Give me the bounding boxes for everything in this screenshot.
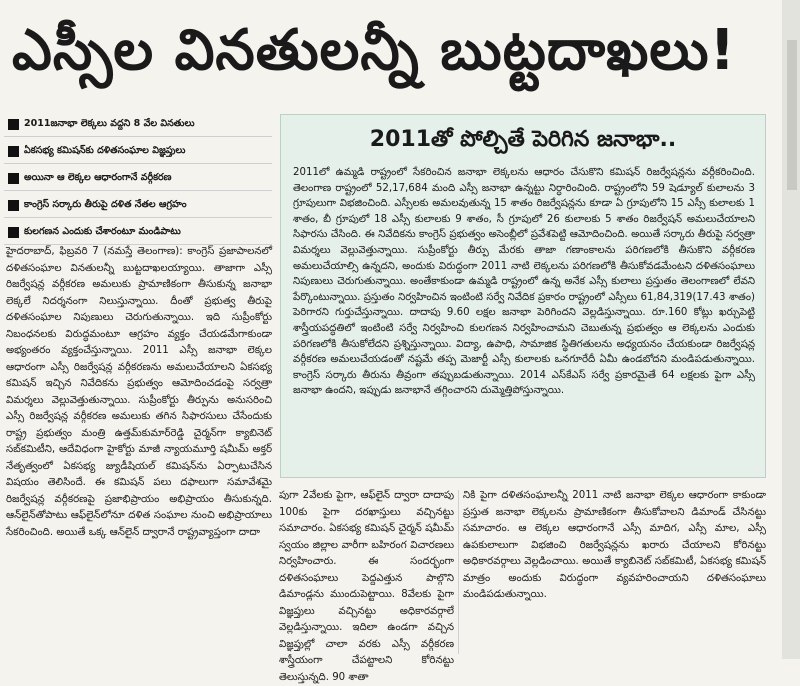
square-bullet-icon [8, 200, 19, 211]
square-bullet-icon [8, 146, 19, 157]
bullet-text: ఏకసభ్య కమిషన్‌కు దళితసంఘాల విజ్ఞప్తులు [24, 144, 186, 156]
bullet-item [4, 112, 272, 137]
column-divider [458, 490, 459, 654]
bullet-text: కాంగ్రెస్ సర్కారు తీరుపై దళిత నేతల ఆగ్రహం [24, 198, 187, 210]
article-column-right [463, 488, 766, 656]
bullet-text: అయినా ఆ లెక్కల ఆధారంగానే వర్గీకరణ [24, 171, 172, 183]
square-bullet-icon [8, 173, 19, 184]
bullet-text: 2011జనాభా లెక్కలు వద్దని 8 వేల వినతులు [24, 117, 195, 129]
bullet-text: కులగణన ఎందుకు చేశారంటూ మండిపాటు [24, 225, 181, 237]
page-edge [782, 0, 800, 659]
article-text: హైదరాబాద్, ఫిబ్రవరి 7 (నమస్తే తెలంగాణ): కాంగ్రెస్ ప్రజాపాలనలో దళితసంఘాల వినతులన్నీ బుట్టదాఖలయ్యాయి. తాజాగా ఎస్సీ రిజర్వేషన్ల వర్గీకరణ అమలుకు ప్రామాణికంగా తీసుకున్న జనాభా లెక్కలే నిదర్శనంగా నిలుస్తున్నాయి. దీంతో ప్రభుత్వ తీరుపై దళితసంఘాల నిపుణులు చెరుగుతున్నాయి. ఇది సుప్రీంకోర్టు నిబంధనలకు విరుద్ధమంటూ ఆగ్రహం వ్యక్తం చేయడమేగాకుండా అభ్యంతరం వ్యక్తంచేస్తున్నాయి. 2011 ఎస్సీ జనాభా లెక్కల ఆధారంగా ఎస్సీ రిజర్వేషన్ల వర్గీకరణను అమలుచేయాలని ఏకసభ్య కమిషన్ ఇచ్చిన నివేదికను ప్రభుత్వం ఆమోదించడంపై సర్వత్రా విమర్శలు వెల్లువెత్తుతున్నాయి. సుప్రీంకోర్టు తీర్పును అనుసరించి ఎస్సీ రిజర్వేషన్ల వర్గీకరణ అమలుకు తగిన సిఫారసులు చేసేందుకు రాష్ట్ర ప్రభుత్వం మంత్రి ఉత్తమ్‌కుమార్‌రెడ్డి చైర్మన్‌గా క్యాబినెట్ సబ్‌కమిటీని, ఆదేవిధంగా హైకోర్టు మాజీ న్యాయమూర్తి షమీమ్ అక్తర్ నేతృత్వంలో ఏకసభ్య జ్యుడీషియల్ కమిషన్‌ను ఏర్పాటుచేసిన విషయం తెలిసిందే. ఈ కమిషన్ పలు దఫాలుగా సమావేశమై రిజర్వేషన్ల వర్గీకరణపై ప్రజాభిప్రాయం అభిప్రాయం తీసుకున్నది. ఆన్‌లైన్‌తోపాటు ఆఫ్‌లైన్‌లోనూ దళిత సంఘాల నుంచి అభిప్రాయాలు సేకరించింది. అయితే ఒక్క ఆన్‌లైన్ ద్వారానే రాష్ట్రవ్యాప్తంగా దాదా [6, 246, 272, 538]
headline: ఎస్సీల వినతులన్నీ బుట్టదాఖలు! [12, 18, 737, 83]
square-bullet-icon [8, 227, 19, 238]
bullet-item [4, 166, 272, 191]
highlight-box [280, 114, 766, 478]
edge-strip [787, 40, 797, 190]
highlight-box-body: 2011లో ఉమ్మడి రాష్ట్రంలో సేకరించిన జనాభా లెక్కలను ఆధారం చేసుకొని కమిషన్ రిజర్వేషన్లను వర్గీకరించింది. తెలంగాణ రాష్ట్రంలో 52,17,684 మంది ఎస్సీ జనాభా ఉన్నట్టు నిర్ధారించింది. రాష్ట్రంలోని 59 షెడ్యూల్ కులాలను 3 గ్రూపులుగా విభజించింది. ఎస్సీలకు అమలవుతున్న 15 శాతం రిజర్వేషన్లను కూడా ఏ గ్రూపులోని 15 ఎస్సీ కులాలకు 1 శాతం, బీ గ్రూపులో 18 ఎస్సీ కులాలకు 9 శాతం, సీ గ్రూపులో 26 కులాలకు 5 శాతం రిజర్వేషన్ అమలుచేయాలని సిఫారసు చేసింది. ఈ నివేదికను కాంగ్రెస్ ప్రభుత్వం అసెంబ్లీలో ప్రవేశపెట్టి ఆమోదించింది. అయితే సర్కారు తీరుపై సర్వత్రా విమర్శలు వెల్లువెత్తున్నాయి. సుప్రీంకోర్టు తీర్పు మేరకు తాజా గణాంకాలను పరిగణలోకి తీసుకొని వర్గీకరణ అమలుచేయాల్సి ఉన్నదని, అందుకు విరుద్ధంగా 2011 నాటి లెక్కలను పరిగణలోకి తీసుకోవడమేంటని దళితసంఘాలు నిపుణులు చెరుగుతున్నాయి. అంతేకాకుండా ఉమ్మడి రాష్ట్రంలో ఉన్న అనేక ఎస్సీ కులాలు ప్రస్తుతం తెలంగాణలో లేవని పేర్కొంటున్నాయి. ప్రస్తుతం నిర్వహించిన ఇంటింటి సర్వే నివేదిక ప్రకారం రాష్ట్రంలో ఎస్సీలు 61,84,319(17.43 శాతం) పెరిగారని గుర్తుచేస్తున్నాయి. దాదాపు 9.60 లక్షల జనాభా పెరిగిందని వెల్లడిస్తున్నాయి. రూ.160 కోట్లు ఖర్చుపెట్టి శాస్త్రీయపద్ధతిలో ఇంటింటి సర్వే నిర్వహించి కులగణన నిర్వహించామని చెబుతున్న ప్రభుత్వం ఆ లెక్కలను ఎందుకు పరిగణలోకి తీసుకోలేదని ప్రశ్నిస్తున్నాయి. విద్యా, ఉపాధి, సామాజిక స్థితిగతులను అధ్యయనం చేయకుండా రిజర్వేషన్ల వర్గీకరణ అమలుచేయడంతో నష్టమే తప్ప మెజార్టీ ఎస్సీ కులాలకు ఒనగూరేదీ ఏమీ ఉండబోదని మండిపడుతున్నాయి. కాంగ్రెస్ సర్కారు తీరును తీవ్రంగా తప్పుబడుతున్నాయి. 2014 ఎస్‌కేఎస్ సర్వే ప్రకారమైతే 64 లక్షలకు పైగా ఎస్సీ జనాభా ఉందని, ఇప్పుడు జనాభానే తగ్గించారని దుమ్మెత్తిపోస్తున్నాయి. [293, 167, 755, 397]
bullet-item [4, 193, 272, 218]
bullet-item [4, 139, 272, 164]
article-column-middle [279, 488, 454, 683]
article-text: పుగా 2వేలకు పైగా, ఆఫ్‌లైన్ ద్వారా దాదాపు 100కు పైగా దరఖాస్తులు వచ్చినట్టు సమాచారం. ఏకసభ్య కమిషన్ చైర్మన్ షమీమ్ స్వయం జిల్లాల వారీగా బహిరంగ విచారణలు నిర్వహించారు. ఈ సందర్భంగా దళితసంఘాలు పెద్దఎత్తున పాల్గొని డిమాండ్లను ముందుపెట్టాయి. 8వేలకు పైగా విజ్ఞప్తులు వచ్చినట్టు అధికారవర్గాలే వెల్లడిస్తున్నాయి. ఇదిలా ఉండగా వచ్చిన విజ్ఞప్తుల్లో చాలా వరకు ఎస్సీ వర్గీకరణ శాస్త్రీయంగా చేపట్టాలని కోరినట్టు తెలుస్తున్నది. 90 శాతా [279, 490, 454, 683]
highlight-box-title: 2011తో పోల్చితే పెరిగిన జనాభా.. [369, 127, 677, 152]
article-text: నికి పైగా దళితసంఘాలన్నీ 2011 నాటి జనాభా లెక్కల ఆధారంగా కాకుండా ప్రస్తుత జనాభా లెక్కలను ప్రామాణికంగా తీసుకోవాలని డిమాండ్ చేసినట్టు సమాచారం. ఆ లెక్కల ఆధారంగానే ఎస్సీ మాదిగ, ఎస్సీ మాల, ఎస్సీ ఉపకులాలుగా విభజించి రిజర్వేషన్లను ఖరారు చేయాలని కోరినట్టు అధికారవర్గాలు వెల్లడించాయి. అయితే క్యాబినెట్ సబ్‌కమిటీ, ఏకసభ్య కమిషన్ మాత్రం అందుకు విరుద్ధంగా వ్యవహరించాయని దళితసంఘాలు మండిపడుతున్నాయి. [463, 490, 766, 600]
bullet-list [4, 112, 272, 247]
square-bullet-icon [8, 119, 19, 130]
bullet-item [4, 220, 272, 245]
article-column-left [6, 244, 272, 654]
